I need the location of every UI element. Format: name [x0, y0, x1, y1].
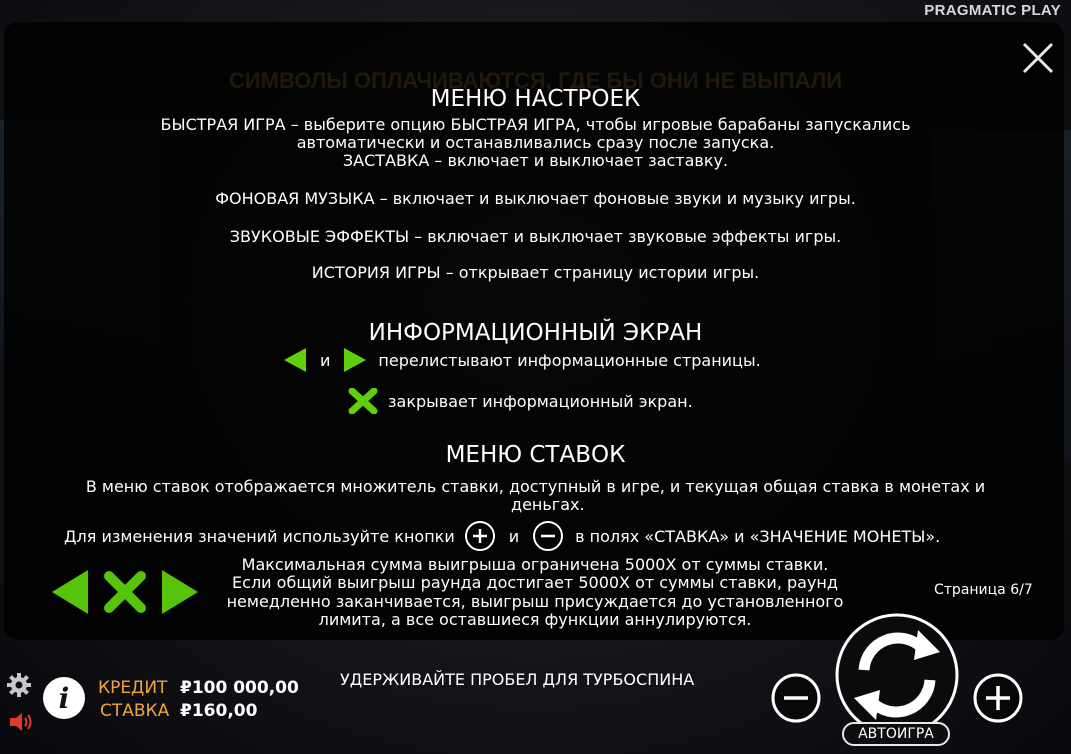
increase-bet-button[interactable]: [972, 672, 1024, 724]
change-prefix: Для изменения значений используйте кнопки: [64, 526, 455, 546]
max-line4: лимита, а все оставшиеся функции аннулируются.: [318, 610, 752, 629]
next-page-button[interactable]: [162, 570, 198, 614]
change-and: и: [508, 526, 520, 546]
svg-text:i: i: [58, 682, 70, 715]
sound-icon[interactable]: [8, 710, 34, 734]
quick-play-line2: автоматически и останавливались сразу после запуска.: [296, 133, 775, 152]
and-word: и: [320, 350, 331, 370]
credit-label: КРЕДИТ: [98, 678, 168, 698]
turbo-hint: УДЕРЖИВАЙТЕ ПРОБЕЛ ДЛЯ ТУРБОСПИНА: [340, 670, 695, 689]
close-row: [348, 388, 693, 414]
info-screen-title: ИНФОРМАЦИОННЫЙ ЭКРАН: [368, 320, 703, 346]
max-line3: немедленно заканчивается, выигрыш присуждается до установленного: [226, 592, 844, 611]
decrease-bet-button[interactable]: [770, 672, 822, 724]
quick-play-line1: БЫСТРАЯ ИГРА – выберите опцию БЫСТРАЯ ИГРА, чтобы игровые барабаны запускались: [160, 115, 911, 134]
bet-menu-line2: деньгах.: [511, 495, 585, 514]
settings-gear-icon[interactable]: [6, 672, 32, 698]
sfx-text: ЗВУКОВЫЕ ЭФФЕКТЫ – включает и выключает звуковые эффекты игры.: [229, 227, 842, 246]
spin-button[interactable]: [834, 612, 960, 738]
change-suffix: в полях «СТАВКА» и «ЗНАЧЕНИЕ МОНЕТЫ».: [575, 526, 941, 546]
green-close-icon: [348, 388, 378, 414]
page-indicator: Страница 6/7: [934, 582, 1033, 598]
max-line1: Максимальная сумма выигрыша ограничена 5000X от суммы ставки.: [241, 555, 829, 574]
history-text: ИСТОРИЯ ИГРЫ – открывает страницу истории игры.: [311, 263, 760, 282]
prev-arrow-icon: [284, 348, 306, 372]
music-text: ФОНОВАЯ МУЗЫКА – включает и выключает фоновые звуки и музыку игры.: [215, 189, 856, 208]
settings-title: МЕНЮ НАСТРОЕК: [430, 86, 641, 112]
close-icon[interactable]: [1018, 38, 1058, 78]
info-navigation: [52, 570, 198, 614]
next-arrow-icon: [344, 348, 366, 372]
close-page-button[interactable]: [102, 570, 148, 614]
brand-logo: PRAGMATIC PLAY: [924, 2, 1061, 19]
bet-menu-line1: В меню ставок отображается множитель ставки, доступный в игре, и текущая общая ставка в монетах и: [85, 477, 986, 496]
bet-label: СТАВКА: [100, 701, 170, 721]
bet-menu-title: МЕНЮ СТАВОК: [445, 442, 626, 468]
credit-value: ₽100 000,00: [180, 678, 299, 698]
max-line2: Если общий выигрыш раунда достигает 5000X от суммы ставки, раунд: [232, 573, 838, 592]
screensaver-text: ЗАСТАВКА – включает и выключает заставку.: [342, 151, 729, 170]
minus-icon: [533, 521, 563, 551]
close-text: закрывает информационный экран.: [388, 391, 693, 411]
change-row: [64, 521, 940, 551]
arrows-text: перелистывают информационные страницы.: [378, 350, 761, 370]
bet-value: ₽160,00: [180, 701, 258, 721]
arrows-row: [284, 348, 761, 372]
prev-page-button[interactable]: [52, 570, 88, 614]
info-icon[interactable]: [42, 676, 86, 720]
plus-icon: [465, 521, 495, 551]
autoplay-button[interactable]: АВТОИГРА: [842, 722, 950, 746]
background-banner: СИМВОЛЫ ОПЛАЧИВАЮТСЯ, ГДЕ БЫ ОНИ НЕ ВЫПАЛИ: [228, 68, 843, 93]
